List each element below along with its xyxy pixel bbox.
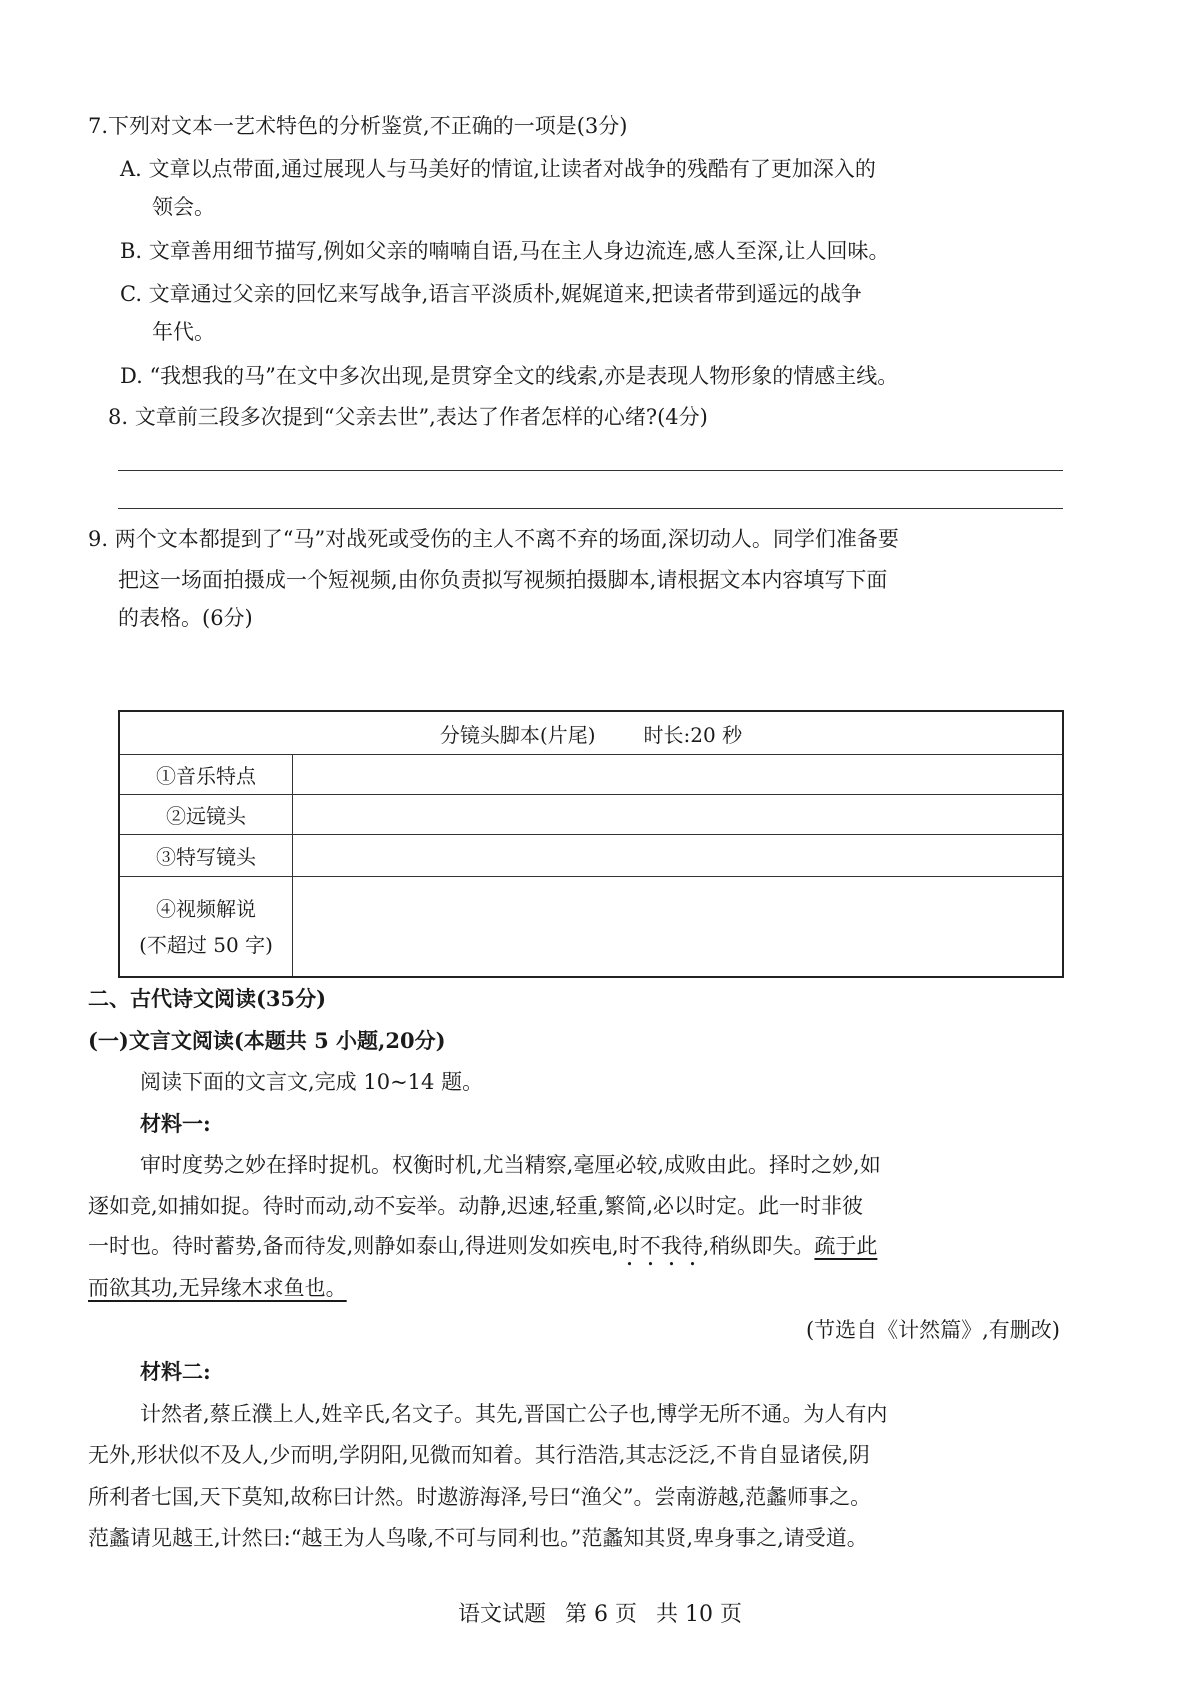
emphasis-dotted-text: 时不我待 — [618, 1234, 703, 1258]
row-label-close-up: ③特写镜头 — [119, 835, 293, 877]
material2-line1: 计然者,蔡丘濮上人,姓辛氏,名文子。其先,晋国亡公子也,博学无所不通。为人有内 — [140, 1402, 888, 1426]
q9-stem-line2: 把这一场面拍摄成一个短视频,由你负责拟写视频拍摄脚本,请根据文本内容填写下面 — [118, 568, 888, 592]
q7-option-c: C. 文章通过父亲的回忆来写战争,语言平淡质朴,娓娓道来,把读者带到遥远的战争 — [120, 282, 862, 306]
answer-cell-narration[interactable] — [293, 877, 1064, 978]
underlined-sentence-start: 疏于此 — [814, 1234, 878, 1258]
underlined-sentence-end: 而欲其功,无异缘木求鱼也。 — [88, 1276, 347, 1300]
q7-option-b: B. 文章善用细节描写,例如父亲的喃喃自语,马在主人身边流连,感人至深,让人回味。 — [120, 239, 890, 263]
table-title: 分镜头脚本(片尾) — [439, 722, 596, 747]
q8-stem: 8. 文章前三段多次提到“父亲去世”,表达了作者怎样的心绪?(4分) — [108, 405, 708, 429]
material2-line3: 所利者七国,天下莫知,故称曰计然。时遨游海泽,号曰“渔父”。尝南游越,范蠡师事之。 — [88, 1485, 872, 1509]
narration-label: ④视频解说 — [156, 896, 256, 921]
material2-line4: 范蠡请见越王,计然曰:“越王为人鸟喙,不可与同利也。”范蠡知其贤,卑身事之,请受道。 — [88, 1526, 868, 1550]
material1-label: 材料一: — [140, 1111, 211, 1136]
footer-subject: 语文试题 — [458, 1602, 547, 1627]
q7-option-a-cont: 领会。 — [152, 195, 215, 219]
answer-line[interactable] — [118, 508, 1063, 509]
material1-line3-text-b: ,稍纵即失。 — [702, 1234, 815, 1258]
q9-stem-line3: 的表格。(6分) — [118, 606, 253, 630]
footer-total-pages: 共 10 页 — [656, 1602, 742, 1627]
footer-page-number: 第 6 页 — [565, 1602, 637, 1627]
row-label-music: ①音乐特点 — [119, 755, 293, 795]
table-duration: 时长:20 秒 — [643, 722, 743, 747]
table-header — [119, 711, 1063, 755]
q7-stem: 7.下列对文本一艺术特色的分析鉴赏,不正确的一项是(3分) — [88, 114, 628, 138]
q7-option-c-cont: 年代。 — [152, 320, 215, 344]
material1-line3-text-a: 一时也。待时蓄势,备而待发,则静如泰山,得进则发如疾电, — [88, 1234, 619, 1258]
row-label-long-shot: ②远镜头 — [119, 795, 293, 835]
storyboard-table — [118, 710, 1064, 978]
answer-cell-music[interactable] — [293, 755, 1064, 795]
material1-source: (节选自《计然篇》,有删改) — [805, 1318, 1060, 1342]
q9-stem-line1: 9. 两个文本都提到了“马”对战死或受伤的主人不离不弃的场面,深切动人。同学们准备要 — [88, 527, 899, 551]
q7-option-d: D. “我想我的马”在文中多次出现,是贯穿全文的线索,亦是表现人物形象的情感主线。 — [120, 364, 899, 388]
answer-line[interactable] — [118, 470, 1063, 471]
material2-line2: 无外,形状似不及人,少而明,学阴阳,见微而知着。其行浩浩,其志泛泛,不肯自显诸侯,阴 — [88, 1443, 870, 1467]
material1-line2: 逐如竞,如捕如捉。待时而动,动不妄举。动静,迟速,轻重,繁简,必以时定。此一时非彼 — [88, 1194, 864, 1218]
material1-line3 — [88, 1232, 877, 1271]
row-label-narration — [119, 877, 293, 978]
q7-option-a: A. 文章以点带面,通过展现人与马美好的情谊,让读者对战争的残酷有了更加深入的 — [120, 157, 876, 181]
answer-cell-long-shot[interactable] — [293, 795, 1064, 835]
answer-cell-close-up[interactable] — [293, 835, 1064, 877]
section-title: 二、古代诗文阅读(35分) — [88, 986, 327, 1011]
instruction: 阅读下面的文言文,完成 10~14 题。 — [140, 1070, 484, 1094]
material1-line1: 审时度势之妙在择时捉机。权衡时机,尤当精察,毫厘必较,成败由此。择时之妙,如 — [140, 1153, 881, 1177]
material2-label: 材料二: — [140, 1359, 211, 1384]
page-footer — [0, 1597, 1200, 1628]
narration-limit-note: (不超过 50 字) — [139, 932, 273, 957]
subsection-title: (一)文言文阅读(本题共 5 小题,20分) — [88, 1028, 446, 1053]
